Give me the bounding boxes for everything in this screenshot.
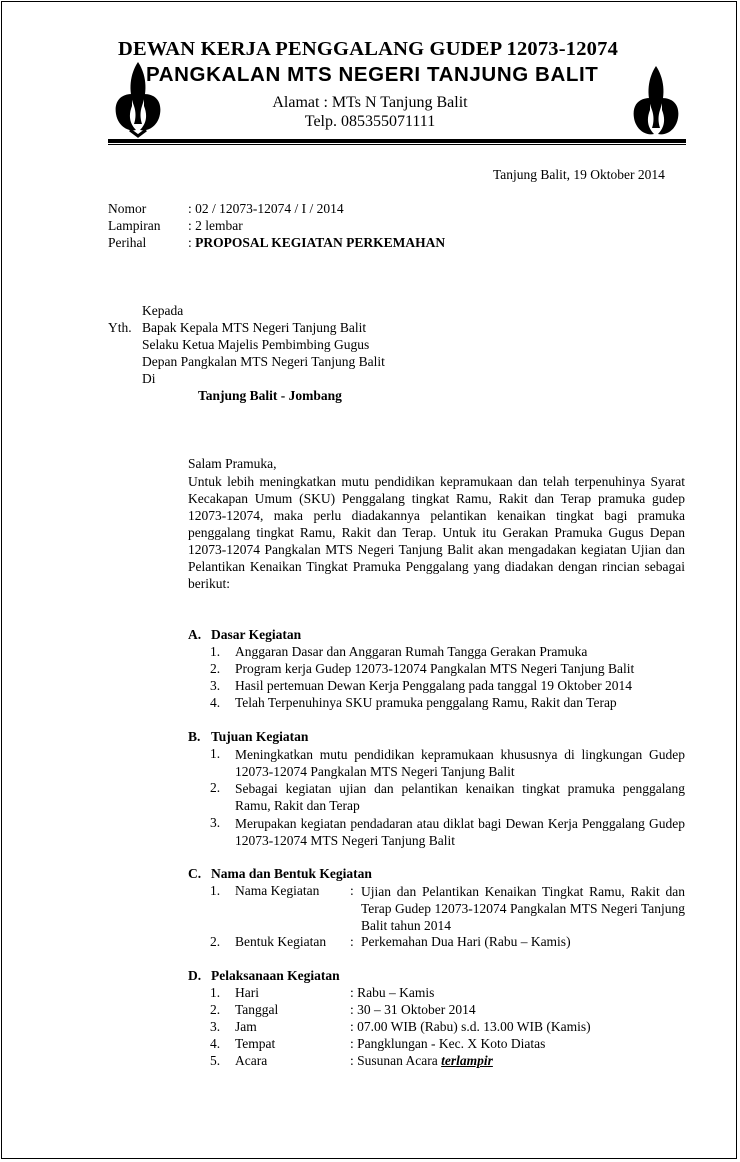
recipient-line3: Depan Pangkalan MTS Negeri Tanjung Balit <box>142 354 385 369</box>
kepada-label: Kepada <box>142 303 184 318</box>
section-d-label: Hari <box>235 985 259 1000</box>
section-d-number: 1. <box>210 985 221 1000</box>
section-d-number: 5. <box>210 1053 221 1068</box>
section-b-letter: B. <box>188 729 201 744</box>
section-c-title: Nama dan Bentuk Kegiatan <box>211 866 372 881</box>
section-a-title: Dasar Kegiatan <box>211 627 302 642</box>
section-c-letter: C. <box>188 866 202 881</box>
section-a-number: 4. <box>210 695 221 710</box>
section-b-title: Tujuan Kegiatan <box>211 729 309 744</box>
section-a-letter: A. <box>188 627 202 642</box>
recipient-line1: Bapak Kepala MTS Negeri Tanjung Balit <box>142 320 367 335</box>
section-d-label: Tempat <box>235 1036 276 1051</box>
perihal-colon: : <box>188 235 196 250</box>
attachment-link: terlampir <box>441 1053 493 1068</box>
perihal-row <box>188 235 445 251</box>
section-c-label: Nama Kegiatan <box>235 883 320 898</box>
section-b-item: Merupakan kegiatan pendadaran atau diklat bagi Dewan Kerja Penggalang Gudep 12073-12074 MTS Negeri Tanjung Balit <box>235 816 685 848</box>
section-a-item: Program kerja Gudep 12073-12074 Pangkalan MTS Negeri Tanjung Balit <box>235 661 635 676</box>
section-d-number: 3. <box>210 1019 221 1034</box>
section-a-item: Hasil pertemuan Dewan Kerja Penggalang pada tanggal 19 Oktober 2014 <box>235 678 632 693</box>
section-c-number: 2. <box>210 934 221 949</box>
section-d-value: : Rabu – Kamis <box>350 985 435 1000</box>
letterhead-subtitle: PANGKALAN MTS NEGERI TANJUNG BALIT <box>146 63 599 86</box>
section-a-item: Telah Terpenuhinya SKU pramuka penggalang Ramu, Rakit dan Terap <box>235 695 617 710</box>
section-c-colon: : <box>350 883 354 898</box>
greeting: Salam Pramuka, <box>188 456 277 471</box>
recipient-place: Tanjung Balit - Jombang <box>198 388 342 403</box>
section-d-title: Pelaksanaan Kegiatan <box>211 968 340 983</box>
section-d-letter: D. <box>188 968 202 983</box>
nomor-label: Nomor <box>108 201 147 216</box>
section-d-value-row <box>350 1053 493 1069</box>
section-d-value: : Pangklungan - Kec. X Koto Diatas <box>350 1036 546 1051</box>
section-b-item: Sebagai kegiatan ujian dan pelantikan kenaikan tingkat pramuka penggalang Ramu, Rakit dan Terap <box>235 781 685 813</box>
section-b-number: 1. <box>210 746 221 761</box>
perihal-label: Perihal <box>108 235 147 250</box>
section-a-item: Anggaran Dasar dan Anggaran Rumah Tangga Gerakan Pramuka <box>235 644 588 659</box>
section-d-value: : 07.00 WIB (Rabu) s.d. 13.00 WIB (Kamis) <box>350 1019 591 1034</box>
letterhead-rule-thick <box>108 139 686 143</box>
section-d-value: : 30 – 31 Oktober 2014 <box>350 1002 476 1017</box>
lampiran-label: Lampiran <box>108 218 161 233</box>
letterhead-phone: Telp. 085355071111 <box>304 113 436 130</box>
section-d-number: 4. <box>210 1036 221 1051</box>
letterhead-rule-thin <box>108 144 686 145</box>
perihal-value: PROPOSAL KEGIATAN PERKEMAHAN <box>195 235 446 250</box>
lampiran-value: : 2 lembar <box>188 218 243 233</box>
section-c-colon: : <box>350 934 354 949</box>
recipient-di: Di <box>142 371 156 386</box>
section-c-value: Perkemahan Dua Hari (Rabu – Kamis) <box>361 934 571 949</box>
section-c-value: Ujian dan Pelantikan Kenaikan Tingkat Ramu, Rakit dan Terap Gudep 12073-12074 Pangkalan MTS Negeri Tanjung Balit tahun 2014 <box>361 884 685 933</box>
section-d-label: Tanggal <box>235 1002 279 1017</box>
intro-paragraph: Untuk lebih meningkatkan mutu pendidikan kepramukaan dan telah terpenuhinya Syarat Kecakapan Umum (SKU) Penggalang tingkat Ramu, Rakit dan Terap pramuka gudep 12073-12074, maka perlu diadakannya pelantikan kenaikan tingkat bagi pramuka penggalang tingkat Ramu, Rakit dan Terap. Untuk itu Gerakan Pramuka Gugus Depan 12073-12074 Pangkalan MTS Negeri Tanjung Balit akan mengadakan kegiatan Ujian dan Pelantikan Kenaikan Tingkat Pramuka Penggalang yang diadakan dengan rincian sebagai berikut: <box>188 474 685 591</box>
section-c-number: 1. <box>210 883 221 898</box>
section-a-number: 3. <box>210 678 221 693</box>
section-d-label: Acara <box>235 1053 268 1068</box>
section-d-label: Jam <box>235 1019 257 1034</box>
recipient-line2: Selaku Ketua Majelis Pembimbing Gugus <box>142 337 370 352</box>
letter-date: Tanjung Balit, 19 Oktober 2014 <box>493 167 665 182</box>
section-b-number: 2. <box>210 780 221 795</box>
section-c-label: Bentuk Kegiatan <box>235 934 327 949</box>
section-b-number: 3. <box>210 815 221 830</box>
nomor-value: : 02 / 12073-12074 / I / 2014 <box>188 201 344 216</box>
section-d-value: : Susunan Acara <box>350 1053 442 1068</box>
section-b-item: Meningkatkan mutu pendidikan kepramukaan khususnya di lingkungan Gudep 12073-12074 Pangkalan MTS Negeri Tanjung Balit <box>235 747 685 779</box>
section-d-number: 2. <box>210 1002 221 1017</box>
section-a-number: 2. <box>210 661 221 676</box>
letterhead-title: DEWAN KERJA PENGGALANG GUDEP 12073-12074 <box>118 38 619 60</box>
section-a-number: 1. <box>210 644 221 659</box>
letterhead-address: Alamat : MTs N Tanjung Balit <box>272 94 468 111</box>
yth-label: Yth. <box>108 320 132 335</box>
